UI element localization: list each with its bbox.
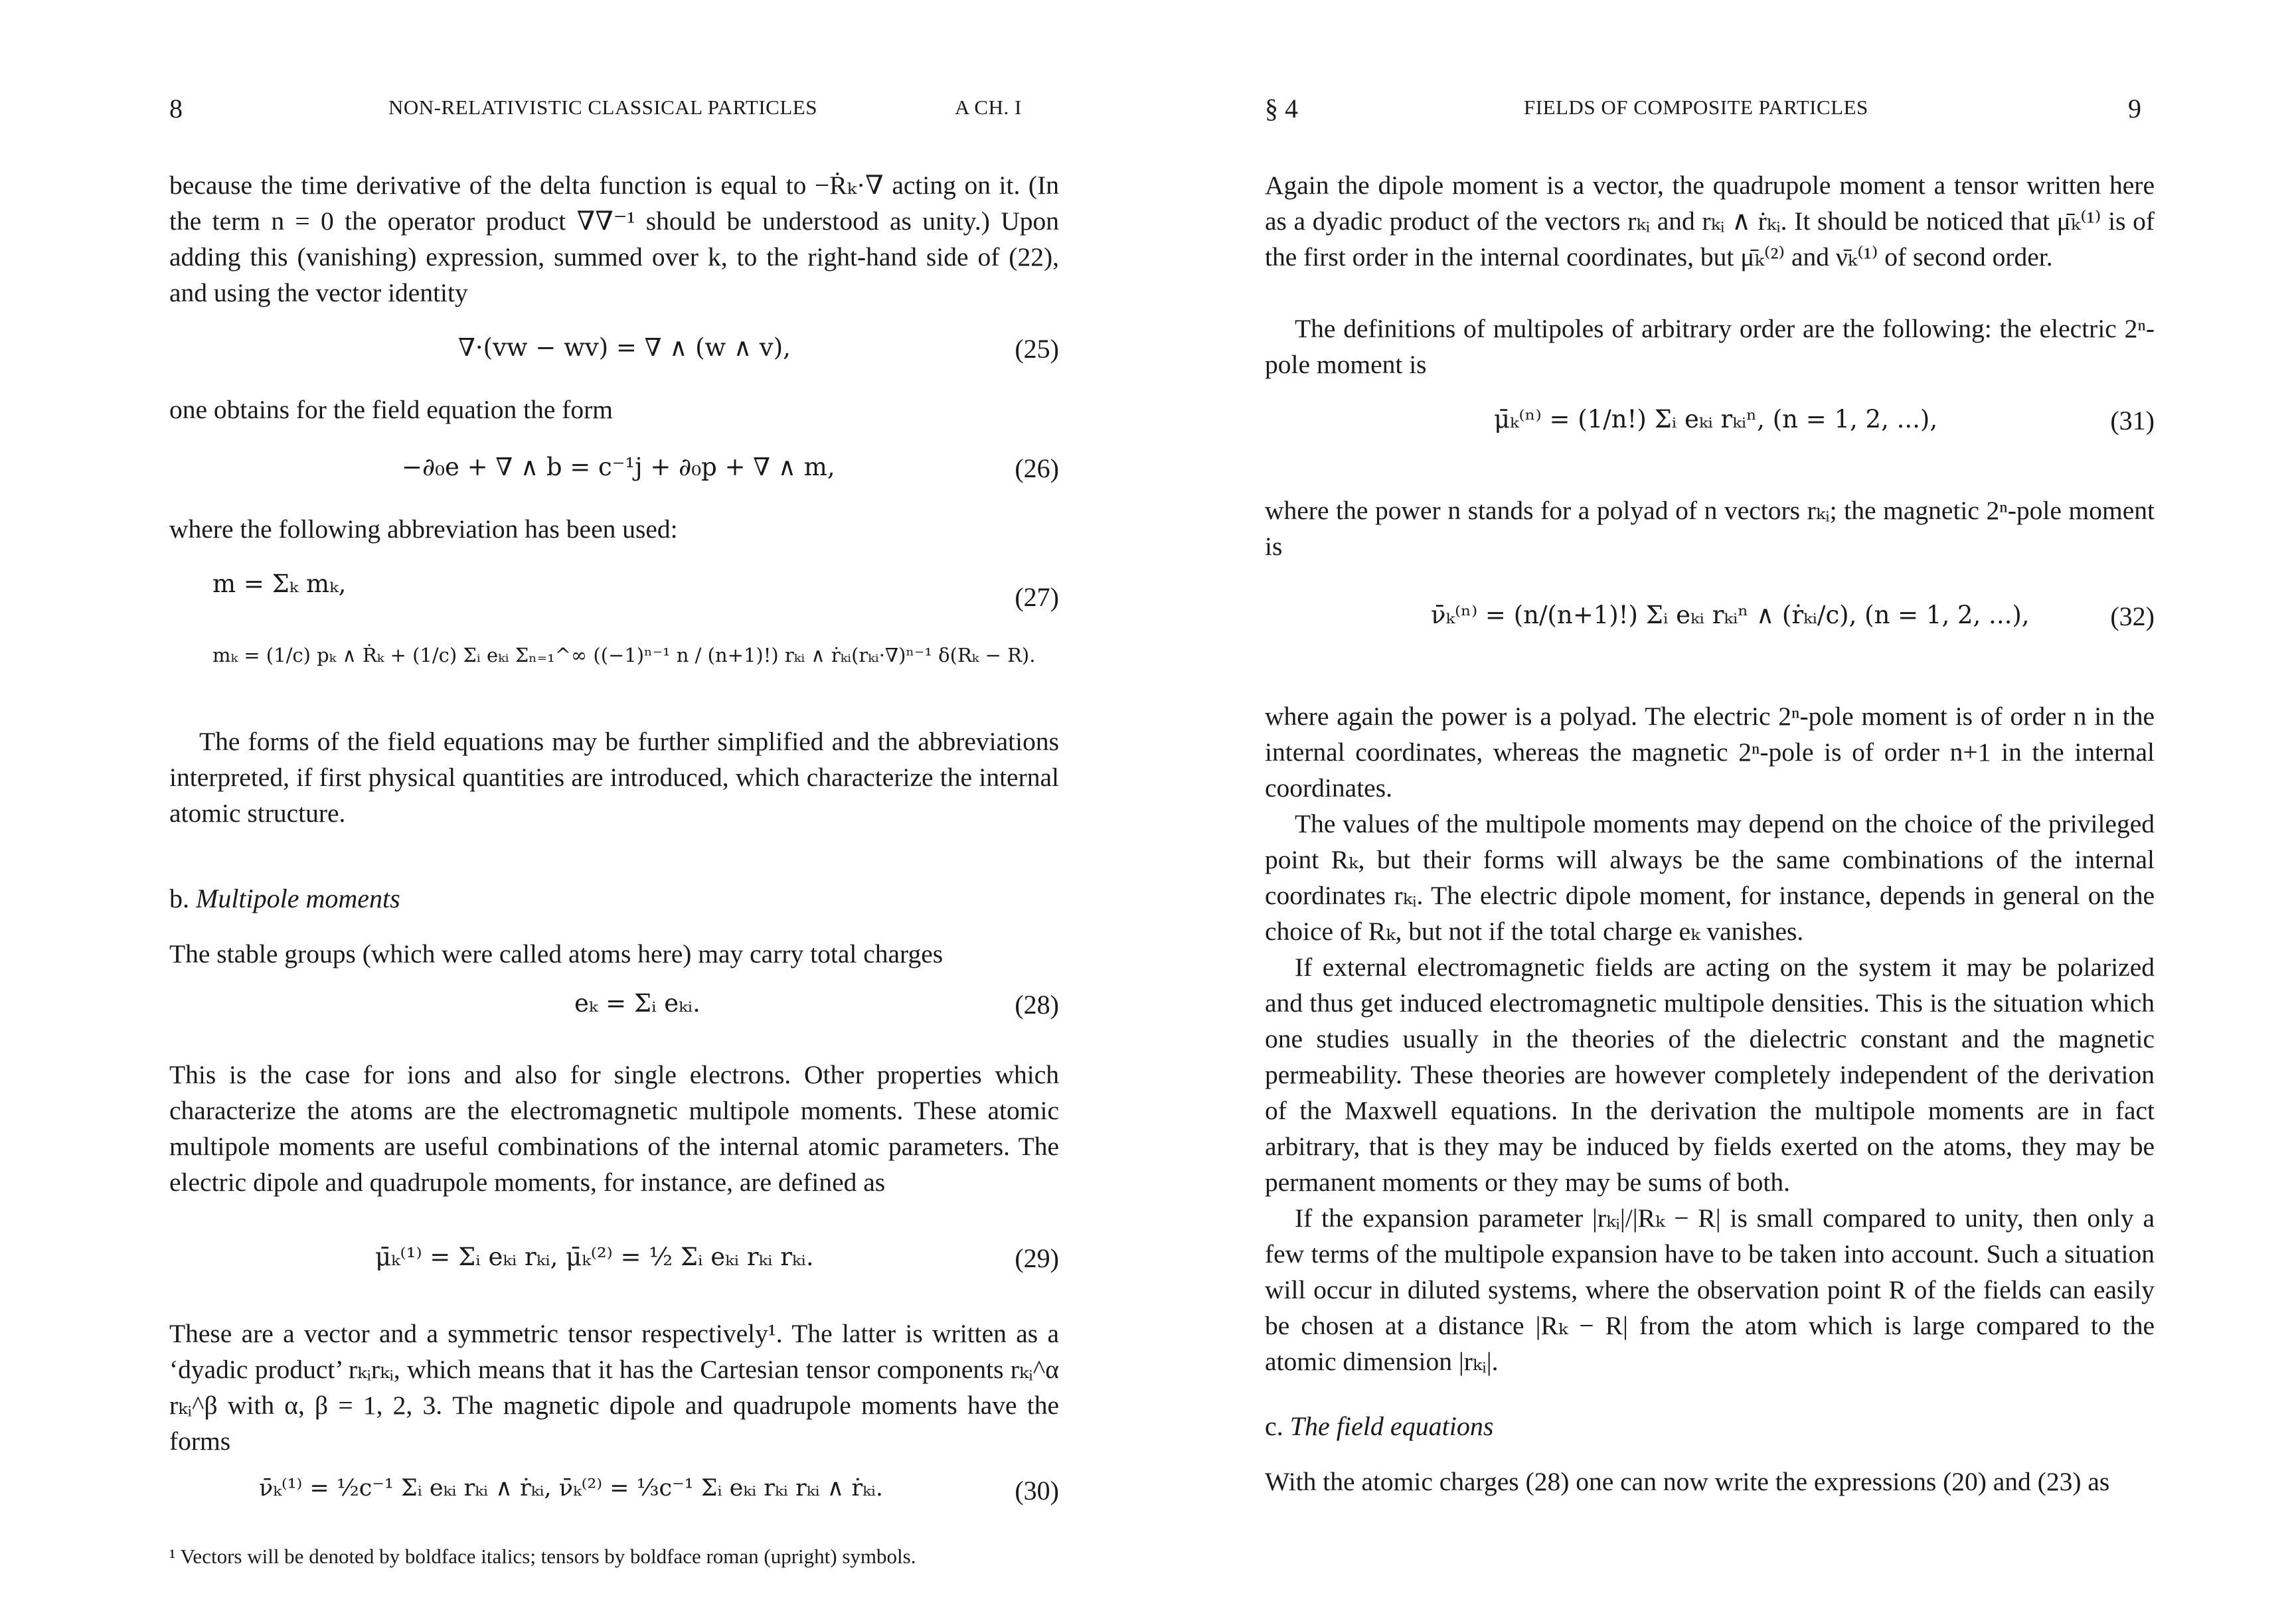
left-paragraph-7: These are a vector and a symmetric tensor respectively¹. The latter is written as a ‘dyadic product’ rₖᵢrₖᵢ, which means that it has the Cartesian tensor components rₖᵢ^α rₖᵢ^β with α, β = 1, 2, 3. The magnetic dipole and quadrupole moments have the forms xyxy=(169,1319,1059,1456)
footnote: ¹ Vectors will be denoted by boldface italics; tensors by boldface roman (upright) symbols. xyxy=(169,1545,916,1568)
equation-32 xyxy=(1265,601,2155,641)
left-paragraph-5: The stable groups (which were called atoms here) may carry total charges xyxy=(169,939,943,968)
equation-27b xyxy=(169,644,1059,684)
right-page-number: 9 xyxy=(2128,94,2141,123)
equation-28-number: (28) xyxy=(1015,990,1059,1020)
right-paragraph-7-text: If the expansion parameter |rₖᵢ|/|Rₖ − R| is small compared to unity, then only a few terms of the multipole expansion have to be taken into account. Such a situation will occur in diluted systems, where the observation point R of the fields can easily be chosen at a distance |Rₖ − R| from the atom which is large compared to the atomic dimension |rₖᵢ|. xyxy=(1265,1203,2155,1376)
equation-31 xyxy=(1265,405,2155,445)
equation-27a-body: m = Σₖ mₖ, xyxy=(212,570,347,598)
equation-29 xyxy=(169,1243,1059,1282)
equation-27-number: (27) xyxy=(1015,582,1059,612)
right-running-title: FIELDS OF COMPOSITE PARTICLES xyxy=(1524,96,1868,119)
left-paragraph-3: where the following abbreviation has been used: xyxy=(169,514,678,544)
section-c-title: The field equations xyxy=(1289,1411,1494,1441)
equation-26-body: −∂₀e + ∇ ∧ b = c⁻¹j + ∂₀p + ∇ ∧ m, xyxy=(402,453,835,481)
right-paragraph-2 xyxy=(1265,311,2155,382)
right-paragraph-5 xyxy=(1265,806,2155,949)
equation-28 xyxy=(169,989,1059,1029)
equation-25 xyxy=(169,333,1059,373)
right-paragraph-6-text: If external electromagnetic fields are acting on the system it may be polarized and thus get induced electromagnetic multipole densities. This is the situation which one studies usually in the theories of the dielectric constant and the magnetic permeability. These theories are however completely independent of the derivation of the Maxwell equations. In the derivation the multipole moments are in fact arbitrary, that is they may be induced by fields exerted on the atoms, they may be permanent moments or they may be sums of both. xyxy=(1265,953,2155,1197)
equation-26 xyxy=(169,453,1059,493)
left-page xyxy=(169,93,1059,1573)
equation-28-body: eₖ = Σᵢ eₖᵢ. xyxy=(574,989,700,1018)
section-c-heading xyxy=(1265,1411,1493,1442)
equation-25-body: ∇·(vw − wv) = ∇ ∧ (w ∧ v), xyxy=(458,333,791,362)
equation-29-body: μ̄ₖ⁽¹⁾ = Σᵢ eₖᵢ rₖᵢ, μ̄ₖ⁽²⁾ = ½ Σᵢ eₖᵢ rₖᵢ rₖᵢ. xyxy=(375,1243,814,1271)
right-paragraph-8: With the atomic charges (28) one can now write the expressions (20) and (23) as xyxy=(1265,1467,2110,1496)
right-paragraph-7 xyxy=(1265,1200,2155,1379)
equation-31-body: μ̄ₖ⁽ⁿ⁾ = (1/n!) Σᵢ eₖᵢ rₖᵢⁿ, (n = 1, 2, ...), xyxy=(1494,405,1938,433)
left-running-title: NON-RELATIVISTIC CLASSICAL PARTICLES xyxy=(388,96,817,119)
equation-30 xyxy=(169,1475,1059,1515)
equation-25-number: (25) xyxy=(1015,334,1059,364)
right-paragraph-5-text: The values of the multipole moments may depend on the choice of the privileged point Rₖ, but their forms will always be the same combinations of the internal coordinates rₖᵢ. The electric dipole moment, for instance, depends in general on the choice of Rₖ, but not if the total charge eₖ vanishes. xyxy=(1265,809,2155,946)
right-page xyxy=(1265,93,2155,1573)
right-paragraph-2-text: The definitions of multipoles of arbitrary order are the following: the electric 2ⁿ-pole moment is xyxy=(1265,314,2155,379)
right-paragraph-6 xyxy=(1265,949,2155,1200)
right-paragraph-1: Again the dipole moment is a vector, the quadrupole moment a tensor written here as a dyadic product of the vectors rₖᵢ and rₖᵢ ∧ ṙₖᵢ. It should be noticed that μ̄ₖ⁽¹⁾ is of the first order in the internal coordinates, but μ̄ₖ⁽²⁾ and ν̄ₖ⁽¹⁾ of second order. xyxy=(1265,171,2155,271)
equation-26-number: (26) xyxy=(1015,453,1059,483)
left-paragraph-1: because the time derivative of the delta function is equal to −Ṙₖ·∇ acting on it. (In the term n = 0 the operator product ∇∇⁻¹ should be understood as unity.) Upon adding this (vanishing) expression, summed over k, to the right-hand side of (22), and using the vector identity xyxy=(169,171,1059,307)
left-page-number: 8 xyxy=(169,94,183,123)
left-page-header xyxy=(169,93,1059,133)
right-paragraph-4: where again the power is a polyad. The electric 2ⁿ-pole moment is of order n in the internal coordinates, whereas the magnetic 2ⁿ-pole is of order n+1 in the internal coordinates. xyxy=(1265,702,2155,803)
equation-29-number: (29) xyxy=(1015,1243,1059,1273)
right-section-label: § 4 xyxy=(1265,94,1298,123)
equation-30-number: (30) xyxy=(1015,1476,1059,1505)
left-paragraph-4-text: The forms of the field equations may be further simplified and the abbreviations interpreted, if first physical quantities are introduced, which characterize the internal atomic structure. xyxy=(169,727,1059,828)
right-page-header xyxy=(1265,93,2155,133)
section-c-label: c. xyxy=(1265,1411,1283,1441)
equation-32-number: (32) xyxy=(2110,601,2155,631)
right-paragraph-3: where the power n stands for a polyad of n vectors rₖᵢ; the magnetic 2ⁿ-pole moment is xyxy=(1265,496,2155,561)
section-b-label: b. xyxy=(169,884,189,913)
left-paragraph-6: This is the case for ions and also for single electrons. Other properties which characterize the atoms are the electromagnetic multipole moments. These atomic multipole moments are useful combinations of the internal atomic parameters. The electric dipole and quadrupole moments, for instance, are defined as xyxy=(169,1060,1059,1197)
section-b-title: Multipole moments xyxy=(196,884,400,913)
section-b-heading xyxy=(169,883,400,914)
left-paragraph-4 xyxy=(169,724,1059,831)
left-chapter-label: A CH. I xyxy=(955,96,1022,119)
left-paragraph-2: one obtains for the field equation the form xyxy=(169,395,614,424)
equation-31-number: (31) xyxy=(2110,406,2155,435)
equation-30-body: ν̄ₖ⁽¹⁾ = ½c⁻¹ Σᵢ eₖᵢ rₖᵢ ∧ ṙₖᵢ, ν̄ₖ⁽²⁾ = ⅓c⁻¹ Σᵢ eₖᵢ rₖᵢ rₖᵢ ∧ ṙₖᵢ. xyxy=(259,1475,884,1501)
equation-27b-body: mₖ = (1/c) pₖ ∧ Ṙₖ + (1/c) Σᵢ eₖᵢ Σₙ₌₁^∞ ((−1)ⁿ⁻¹ n / (n+1)!) rₖᵢ ∧ ṙₖᵢ(rₖᵢ·∇)ⁿ⁻¹ δ(Rₖ − R). xyxy=(212,644,1036,666)
equation-32-body: ν̄ₖ⁽ⁿ⁾ = (n/(n+1)!) Σᵢ eₖᵢ rₖᵢⁿ ∧ (ṙₖᵢ/c), (n = 1, 2, ...), xyxy=(1431,601,2030,629)
equation-27a xyxy=(169,570,1059,612)
